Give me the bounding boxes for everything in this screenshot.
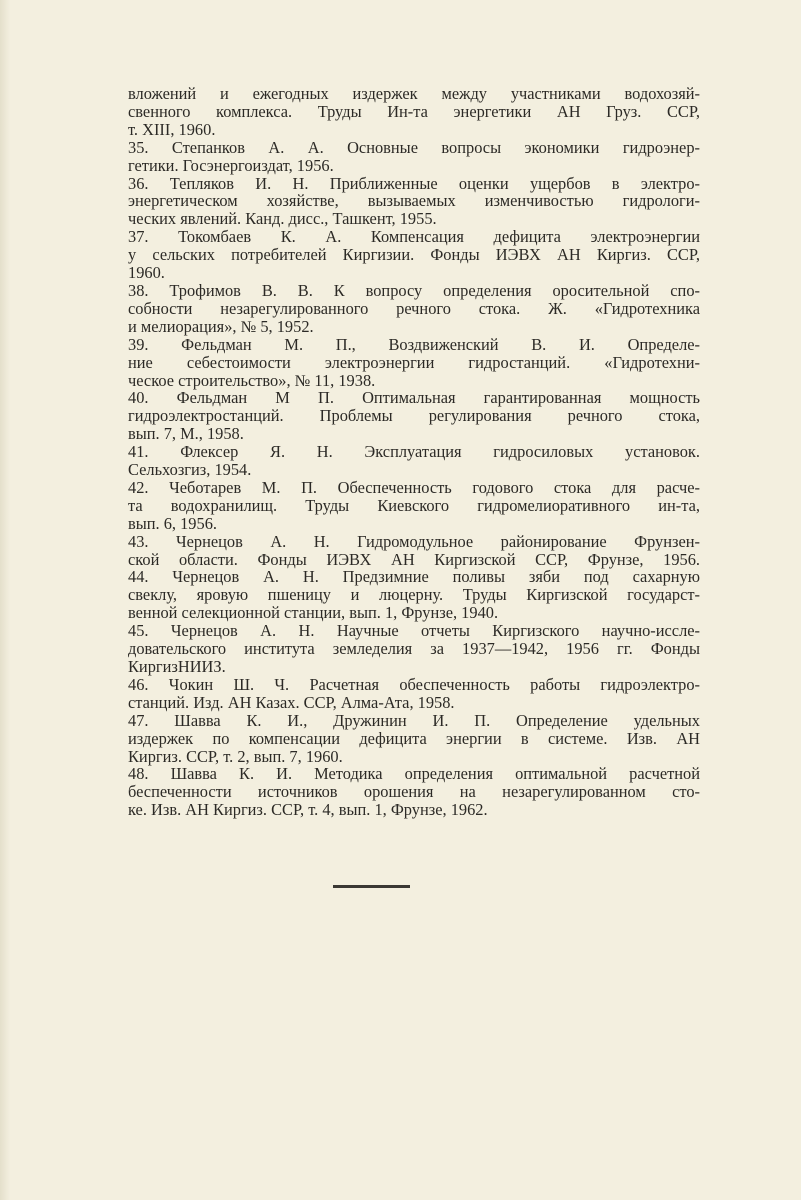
reference-line: 38. Трофимов В. В. К вопросу определения оросительной спо- xyxy=(128,280,700,300)
reference-line: собности незарегулированного речного стока. Ж. «Гидротехника xyxy=(128,298,700,318)
reference-line: 36. Тепляков И. Н. Приближенные оценки ущербов в электро- xyxy=(128,173,700,193)
reference-entry-39 xyxy=(128,336,700,390)
reference-line: 41. Флексер Я. Н. Эксплуатация гидросиловых установок. xyxy=(128,442,700,462)
reference-line: Сельхозгиз, 1954. xyxy=(128,460,252,480)
reference-line: 47. Шавва К. И., Дружинин И. П. Определение удельных xyxy=(128,710,700,730)
reference-entry-44 xyxy=(128,568,700,622)
reference-line: энергетическом хозяйстве, вызываемых изменчивостью гидрологи- xyxy=(128,191,700,211)
reference-line: издержек по компенсации дефицита энергии в системе. Изв. АН xyxy=(128,728,700,748)
reference-line: гетики. Госэнергоиздат, 1956. xyxy=(128,155,334,175)
reference-entry-48 xyxy=(128,765,700,819)
reference-line: вып. 7, М., 1958. xyxy=(128,424,244,444)
page-edge-shadow xyxy=(0,0,10,1200)
reference-entry-46 xyxy=(128,676,700,712)
reference-line: ке. Изв. АН Киргиз. ССР, т. 4, вып. 1, Фрунзе, 1962. xyxy=(128,800,488,820)
reference-entry-40 xyxy=(128,389,700,443)
reference-line: 40. Фельдман М П. Оптимальная гарантированная мощность xyxy=(128,388,700,408)
reference-entry-37 xyxy=(128,228,700,282)
reference-line: 35. Степанков А. А. Основные вопросы экономики гидроэнер- xyxy=(128,137,700,157)
reference-line: ние себестоимости электроэнергии гидростанций. «Гидротехни- xyxy=(128,352,700,372)
reference-line: свенного комплекса. Труды Ин-та энергетики АН Груз. ССР, xyxy=(128,101,700,121)
reference-line: гидроэлектростанций. Проблемы регулирования речного стока, xyxy=(128,406,700,426)
reference-line: вып. 6, 1956. xyxy=(128,513,217,533)
reference-line: станций. Изд. АН Казах. ССР, Алма-Ата, 1958. xyxy=(128,692,455,712)
reference-line: венной селекционной станции, вып. 1, Фрунзе, 1940. xyxy=(128,603,499,623)
reference-line: 48. Шавва К. И. Методика определения оптимальной расчетной xyxy=(128,764,700,784)
reference-entry-35 xyxy=(128,139,700,175)
reference-line: довательского института земледелия за 1937—1942, 1956 гг. Фонды xyxy=(128,639,700,659)
reference-entry-42 xyxy=(128,479,700,533)
reference-line: и мелиорация», № 5, 1952. xyxy=(128,316,314,336)
reference-line: 46. Чокин Ш. Ч. Расчетная обеспеченность работы гидроэлектро- xyxy=(128,674,700,694)
reference-line: 44. Чернецов А. Н. Предзимние поливы зяби под сахарную xyxy=(128,567,700,587)
reference-line: 42. Чеботарев М. П. Обеспеченность годового стока для расче- xyxy=(128,477,700,497)
reference-line: 37. Токомбаев К. А. Компенсация дефицита электроэнергии xyxy=(128,227,700,247)
bibliography-list xyxy=(128,85,700,819)
reference-line: 43. Чернецов А. Н. Гидромодульное районирование Фрунзен- xyxy=(128,531,700,551)
reference-line: ской области. Фонды ИЭВХ АН Киргизской ССР, Фрунзе, 1956. xyxy=(128,549,700,569)
reference-entry-34-continued xyxy=(128,85,700,139)
reference-line: та водохранилищ. Труды Киевского гидромелиоративного ин-та, xyxy=(128,495,700,515)
reference-line: у сельских потребителей Киргизии. Фонды ИЭВХ АН Киргиз. ССР, xyxy=(128,245,700,265)
reference-line: 39. Фельдман М. П., Воздвиженский В. И. Определе- xyxy=(128,334,700,354)
reference-line: 1960. xyxy=(128,263,165,283)
reference-entry-43 xyxy=(128,533,700,569)
reference-line: т. XIII, 1960. xyxy=(128,119,216,139)
reference-line: беспеченности источников орошения на незарегулированном сто- xyxy=(128,782,700,802)
reference-line: Киргиз. ССР, т. 2, вып. 7, 1960. xyxy=(128,746,343,766)
reference-line: вложений и ежегодных издержек между участниками водохозяй- xyxy=(128,84,700,103)
reference-line: ческих явлений. Канд. дисс., Ташкент, 1955. xyxy=(128,209,437,229)
reference-line: 45. Чернецов А. Н. Научные отчеты Киргизского научно-иссле- xyxy=(128,621,700,641)
reference-entry-45 xyxy=(128,622,700,676)
reference-entry-38 xyxy=(128,282,700,336)
end-of-section-rule xyxy=(333,885,410,888)
reference-line: свеклу, яровую пшеницу и люцерну. Труды Киргизской государст- xyxy=(128,585,700,605)
reference-entry-41 xyxy=(128,443,700,479)
reference-entry-36 xyxy=(128,175,700,229)
reference-line: КиргизНИИЗ. xyxy=(128,657,226,676)
reference-entry-47 xyxy=(128,712,700,766)
reference-line: ческое строительство», № 11, 1938. xyxy=(128,370,376,390)
